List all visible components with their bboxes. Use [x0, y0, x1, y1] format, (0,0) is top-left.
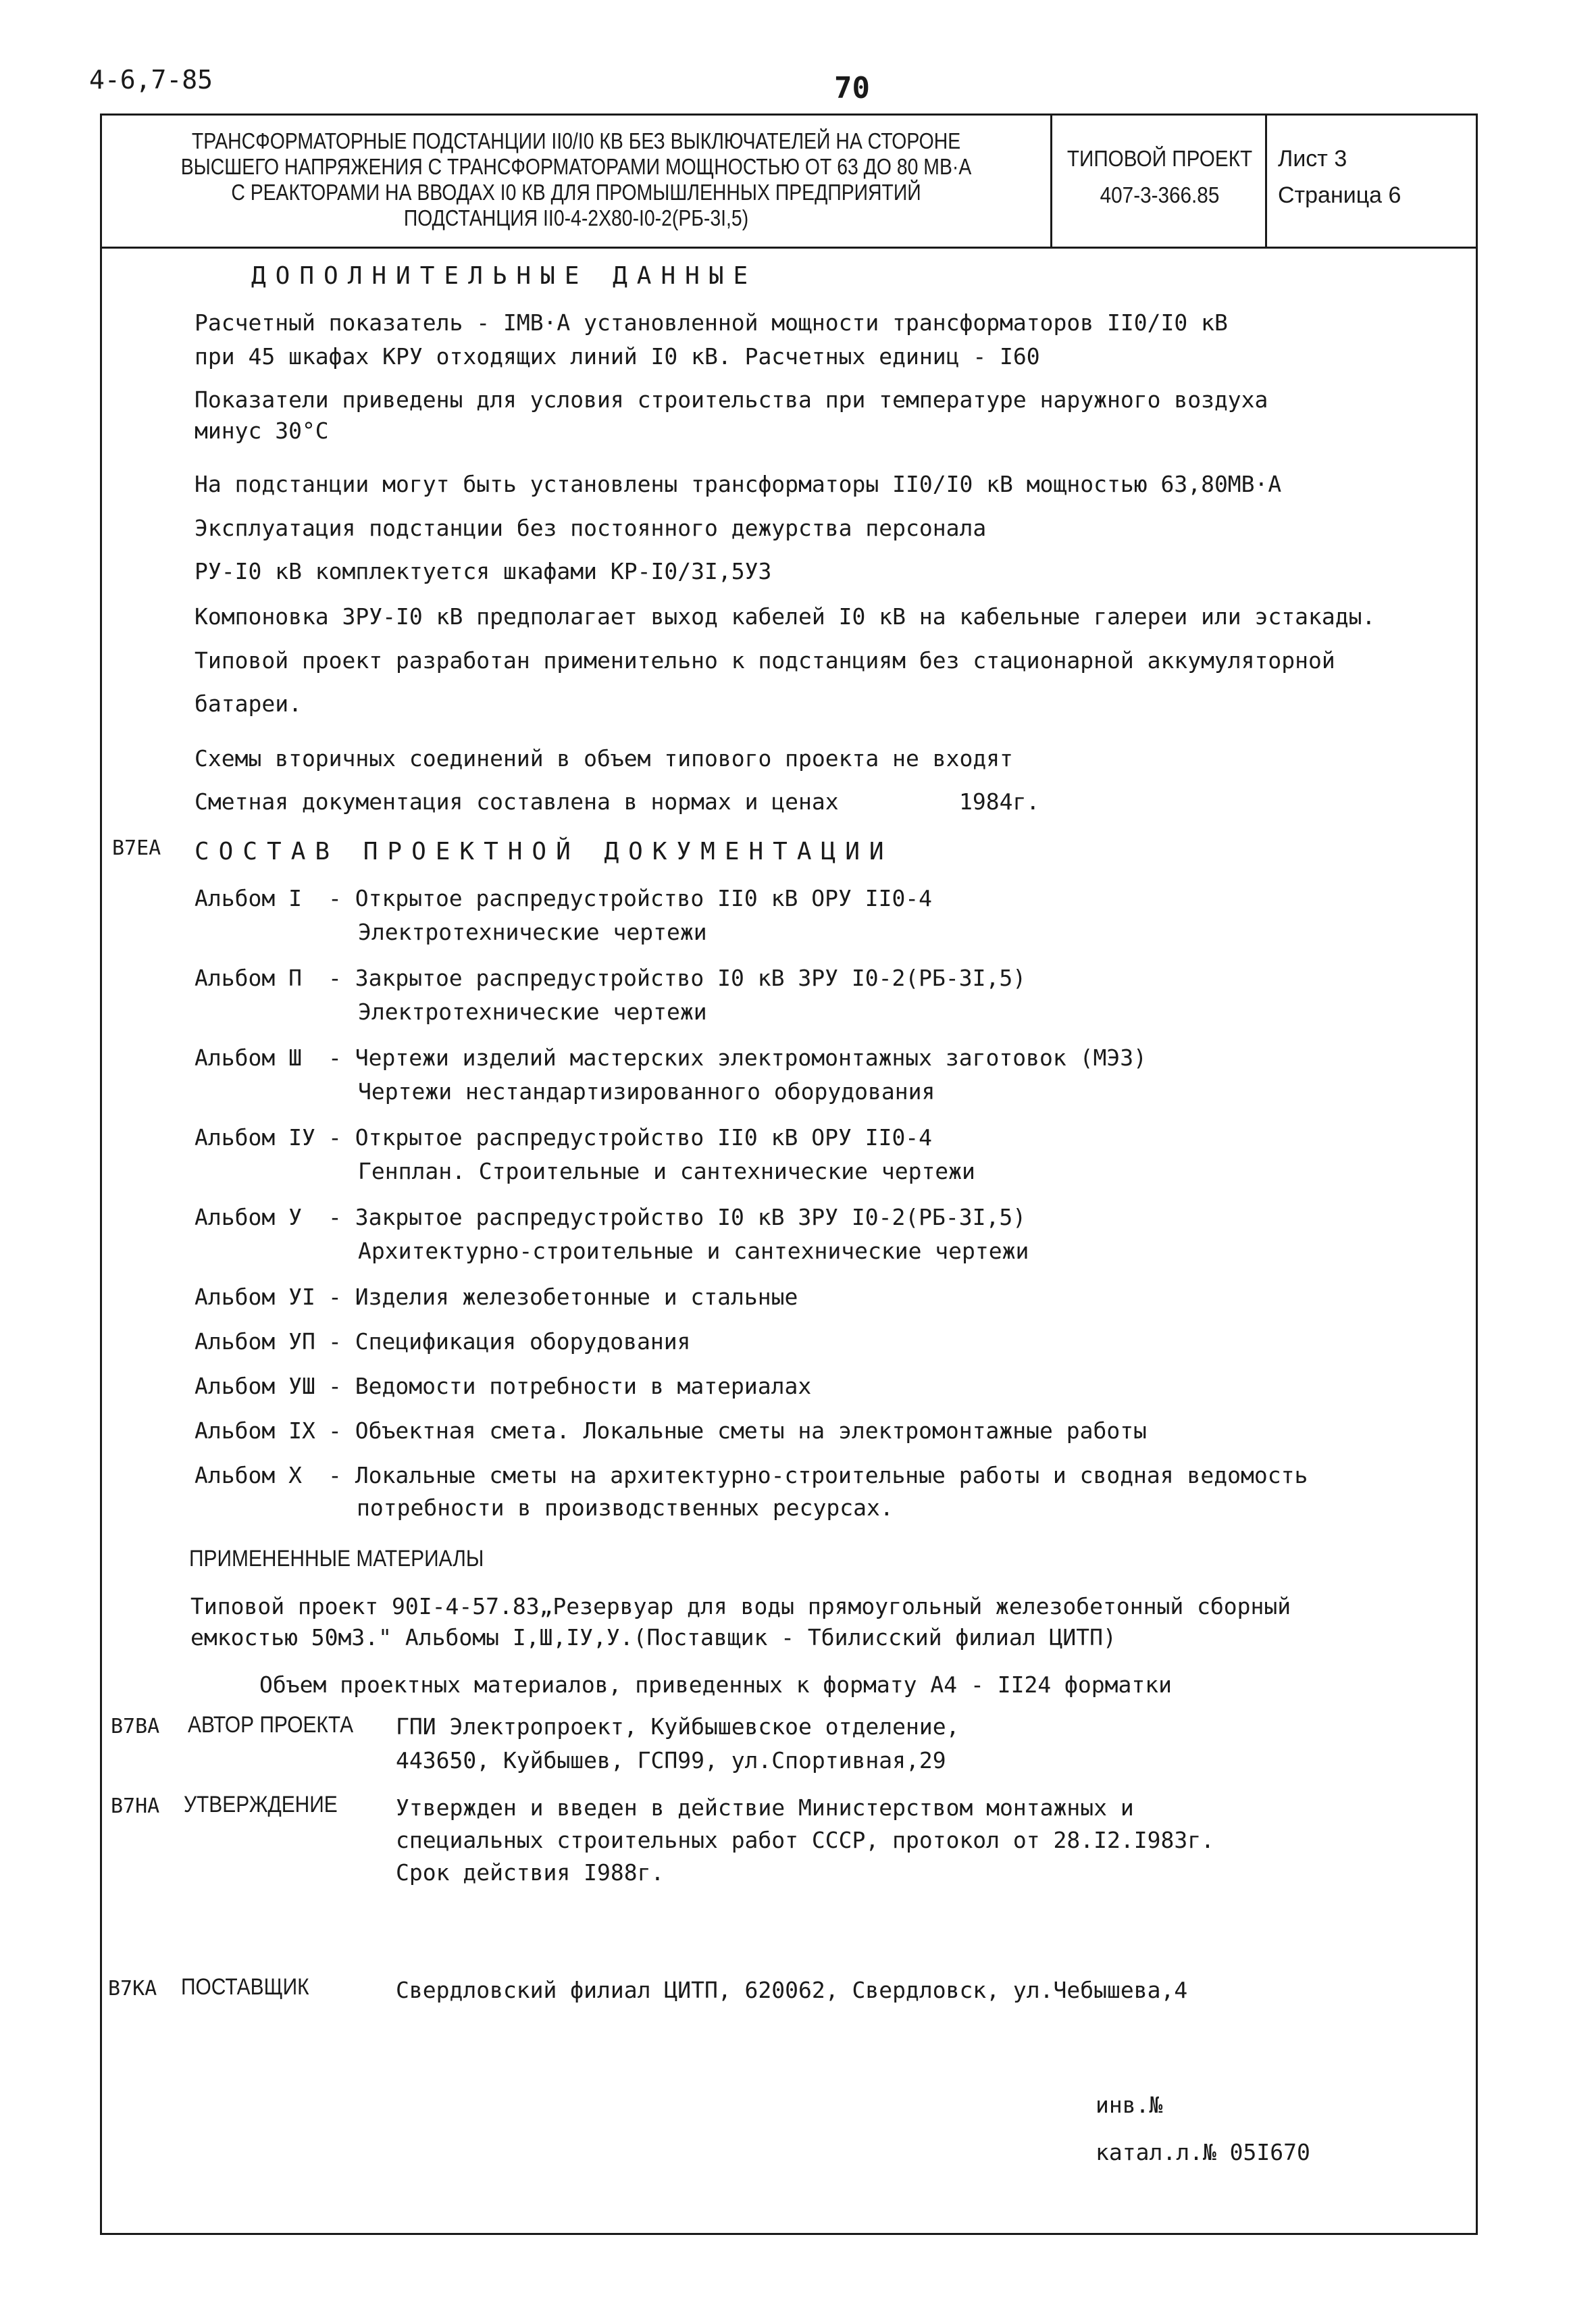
album-name: Альбом IУ	[195, 1124, 315, 1151]
project-label: ТИПОВОЙ ПРОЕКТ	[1066, 146, 1253, 171]
materials-line: Типовой проект 90I-4-57.83„Резервуар для воды прямоугольный железобетонный сборный	[190, 1593, 1291, 1619]
album-description: Чертежи нестандартизированного оборудования	[358, 1078, 935, 1105]
title-line: ПОДСТАНЦИЯ II0-4-2Х80-I0-2(РБ-3I,5)	[403, 205, 749, 230]
title	[172, 128, 979, 231]
additional-line: минус 30°С	[195, 418, 329, 444]
album-name: Альбом Х	[195, 1462, 302, 1488]
title-block	[100, 114, 1478, 249]
album-description: - Ведомости потребности в материалах	[328, 1373, 812, 1399]
sheet-cell	[1267, 114, 1478, 247]
section-code: В7ЕА	[112, 836, 161, 860]
author-line: 443650, Куйбышев, ГСП99, ул.Спортивная,29	[396, 1747, 946, 1774]
additional-line: Эксплуатация подстанции без постоянного дежурства персонала	[195, 515, 987, 541]
supplier-text: Свердловский филиал ЦИТП, 620062, Свердловск, ул.Чебышева,4	[396, 1977, 1188, 2003]
album-description: - Чертежи изделий мастерских электромонтажных заготовок (МЭЗ)	[328, 1045, 1147, 1071]
approval-line: Срок действия I988г.	[396, 1859, 665, 1886]
materials-heading: ПРИМЕНЕННЫЕ МАТЕРИАЛЫ	[189, 1546, 484, 1571]
album-name: Альбом I	[195, 885, 302, 911]
album-description: потребности в производственных ресурсах.	[357, 1494, 894, 1521]
additional-line: РУ-I0 кВ комплектуется шкафами КР-I0/3I,5УЗ	[195, 558, 772, 584]
page-number: 70	[834, 71, 870, 105]
page-label: Страница 6	[1278, 182, 1401, 208]
additional-line: Расчетный показатель - IМВ·А установленной мощности трансформаторов II0/I0 кВ	[195, 309, 1228, 336]
title-line: ВЫСШЕГО НАПРЯЖЕНИЯ С ТРАНСФОРМАТОРАМИ МОЩНОСТЬЮ ОТ 63 ДО 80 МВ·А	[180, 154, 972, 179]
album-description: - Объектная смета. Локальные сметы на электромонтажные работы	[328, 1417, 1147, 1444]
album-name: Альбом П	[195, 965, 302, 991]
additional-line: Компоновка ЗРУ-I0 кВ предполагает выход кабелей I0 кВ на кабельные галереи или эстакады.	[195, 603, 1376, 630]
album-name: Альбом УП	[195, 1328, 315, 1355]
album-description: - Закрытое распредустройство I0 кВ ЗРУ I0-2(РБ-3I,5)	[328, 1204, 1027, 1230]
materials-volume: Объем проектных материалов, приведенных к формату А4 - II24 форматки	[259, 1671, 1173, 1698]
album-name: Альбом УI	[195, 1284, 315, 1310]
document-code: 4-6,7-85	[89, 65, 213, 95]
price-year: 1984г.	[959, 788, 1040, 815]
additional-line: На подстанции могут быть установлены трансформаторы II0/I0 кВ мощностью 63,80МВ·А	[195, 471, 1282, 497]
project-number: 407-3-366.85	[1100, 182, 1220, 207]
approval-line: Утвержден и введен в действие Министерством монтажных и	[396, 1794, 1134, 1821]
approval-label: УТВЕРЖДЕНИЕ	[184, 1792, 338, 1817]
album-description: - Закрытое распредустройство I0 кВ ЗРУ I0-2(РБ-3I,5)	[328, 965, 1027, 991]
author-code: В7ВА	[111, 1715, 160, 1738]
album-description: Электротехнические чертежи	[358, 919, 707, 945]
album-description: - Открытое распредустройство II0 кВ ОРУ II0-4	[328, 885, 933, 911]
album-description: Электротехнические чертежи	[358, 999, 707, 1025]
additional-line: Показатели приведены для условия строительства при температуре наружного воздуха	[195, 386, 1268, 413]
album-description: - Открытое распредустройство II0 кВ ОРУ II0-4	[328, 1124, 933, 1151]
title-line: С РЕАКТОРАМИ НА ВВОДАХ I0 КВ ДЛЯ ПРОМЫШЛЕННЫХ ПРЕДПРИЯТИЙ	[231, 180, 921, 205]
author-line: ГПИ Электропроект, Куйбышевское отделение,	[396, 1713, 960, 1740]
additional-line: Сметная документация составлена в нормах и ценах	[195, 788, 839, 815]
album-description: - Изделия железобетонные и стальные	[328, 1284, 798, 1310]
supplier-code: В7КА	[108, 1977, 157, 2001]
composition-heading: СОСТАВ ПРОЕКТНОЙ ДОКУМЕНТАЦИИ	[195, 838, 894, 865]
author-label: АВТОР ПРОЕКТА	[188, 1712, 354, 1738]
additional-line: при 45 шкафах КРУ отходящих линий I0 кВ. Расчетных единиц - I60	[195, 343, 1040, 370]
additional-line: Типовой проект разработан применительно к подстанциям без стационарной аккумуляторной	[195, 647, 1335, 674]
album-name: Альбом УШ	[195, 1373, 315, 1399]
album-name: Альбом IХ	[195, 1417, 315, 1444]
title-cell	[100, 114, 1052, 247]
sheet-number: Лист 3	[1278, 146, 1347, 172]
approval-line: специальных строительных работ СССР, протокол от 28.I2.I983г.	[396, 1827, 1214, 1853]
inventory-number: инв.№	[1096, 2092, 1163, 2118]
supplier-label: ПОСТАВЩИК	[181, 1974, 309, 2000]
additional-line: Схемы вторичных соединений в объем типового проекта не входят	[195, 745, 1013, 772]
approval-code: В7НА	[111, 1794, 160, 1818]
materials-line: емкостью 50м3." Альбомы I,Ш,IУ,У.(Поставщик - Тбилисский филиал ЦИТП)	[190, 1624, 1116, 1651]
album-description: Генплан. Строительные и сантехнические чертежи	[358, 1158, 975, 1184]
additional-line: батареи.	[195, 690, 302, 717]
catalog-number: катал.л.№ 05I670	[1096, 2139, 1310, 2165]
album-name: Альбом Ш	[195, 1045, 302, 1071]
title-line: ТРАНСФОРМАТОРНЫЕ ПОДСТАНЦИИ II0/I0 КВ БЕЗ ВЫКЛЮЧАТЕЛЕЙ НА СТОРОНЕ	[191, 128, 961, 153]
album-description: - Спецификация оборудования	[328, 1328, 691, 1355]
additional-heading: ДОПОЛНИТЕЛЬНЫЕ ДАННЫЕ	[251, 262, 758, 290]
album-description: Архитектурно-строительные и сантехнические чертежи	[358, 1238, 1029, 1264]
album-description: - Локальные сметы на архитектурно-строительные работы и сводная ведомость	[328, 1462, 1308, 1488]
album-name: Альбом У	[195, 1204, 302, 1230]
project-cell	[1052, 114, 1267, 247]
